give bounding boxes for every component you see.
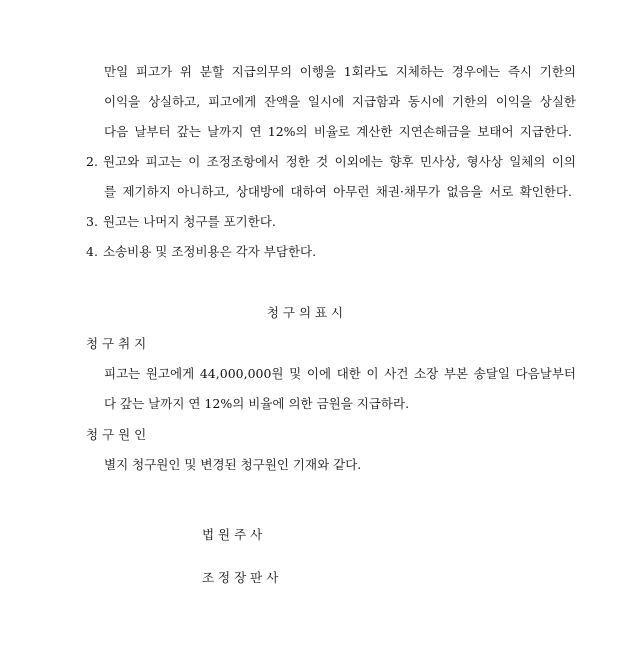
claim-cause-text: 별지 청구원인 및 변경된 청구원인 기재와 같다. bbox=[104, 457, 362, 472]
claim-purpose-heading: 청 구 취 지 bbox=[86, 336, 147, 351]
clause-1-line-2: 이익을 상실하고, 피고에게 잔액을 일시에 지급함과 동시에 기한의 이익을 상실한 bbox=[104, 94, 576, 109]
claim-purpose-line-1: 피고는 원고에게 44,000,000원 및 이에 대한 이 사건 소장 부본 송달일 다음날부터 bbox=[104, 366, 576, 381]
claim-purpose-line-2: 다 갚는 날까지 연 12%의 비율에 의한 금원을 지급하라. bbox=[104, 396, 410, 411]
mediation-judge-title: 조 정 장 판 사 bbox=[202, 570, 279, 585]
claim-section-title: 청 구 의 표 시 bbox=[266, 305, 344, 320]
clause-4-number: 4. bbox=[86, 244, 98, 259]
claim-cause-heading: 청 구 원 인 bbox=[86, 427, 147, 442]
clause-1-line-1: 만일 피고가 위 분할 지급의무의 이행을 1회라도 지체하는 경우에는 즉시 기한의 bbox=[104, 64, 576, 79]
clause-3-text: 원고는 나머지 청구를 포기한다. bbox=[103, 214, 276, 229]
clause-1-line-3: 다음 날부터 갚는 날까지 연 12%의 비율로 계산한 지연손해금을 보태어 지급한다. bbox=[104, 124, 572, 139]
court-clerk-title: 법 원 주 사 bbox=[202, 527, 263, 542]
clause-2-line-1: 원고와 피고는 이 조정조항에서 정한 것 이외에는 향후 민사상, 형사상 일체의 이의 bbox=[103, 154, 576, 169]
clause-3-number: 3. bbox=[86, 214, 98, 229]
clause-2-line-2: 를 제기하지 아니하고, 상대방에 대하여 아무런 채권·채무가 없음을 서로 확인한다. bbox=[104, 184, 572, 199]
clause-2-number: 2. bbox=[86, 154, 98, 169]
clause-4-text: 소송비용 및 조정비용은 각자 부담한다. bbox=[103, 244, 317, 259]
